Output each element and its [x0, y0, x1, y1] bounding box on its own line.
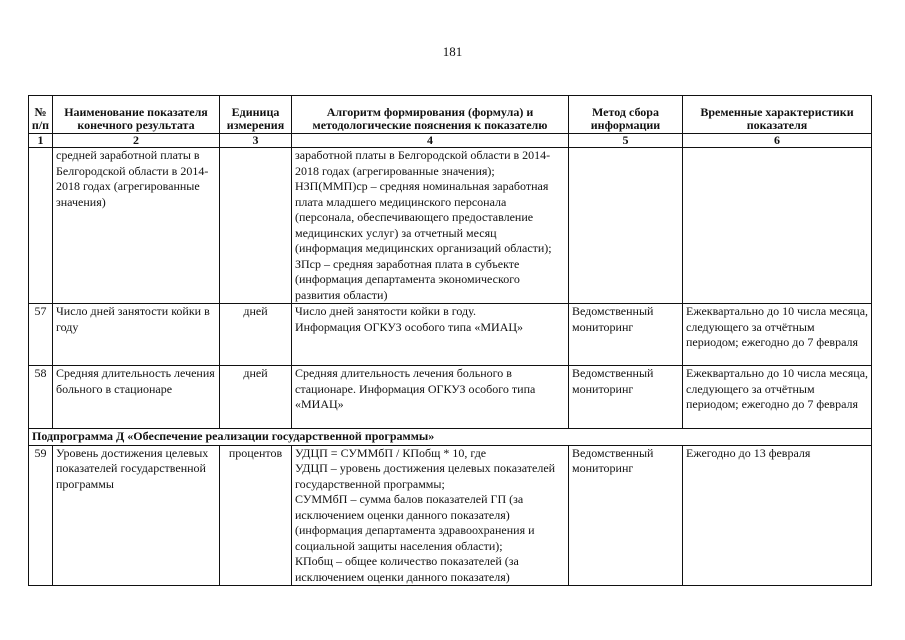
algorithm-line: заработной платы в Белгородской области в 2014-2018 годах (агрегированные значения);	[295, 148, 551, 178]
algorithm-line: КПобщ – общее количество показателей (за исключением оценки данного показателя)	[295, 554, 519, 584]
table-row	[29, 366, 872, 429]
section-title: Подпрограмма Д «Обеспечение реализации государственной программы»	[29, 429, 872, 446]
row-number: 58	[29, 366, 53, 429]
indicator-algorithm	[292, 445, 569, 586]
column-number: 1	[29, 134, 53, 148]
indicator-name: средней заработной платы в Белгородской области в 2014-2018 годах (агрегированные значения)	[53, 148, 220, 304]
header-method: Метод сбора информации	[569, 96, 683, 134]
collection-method: Ведомственный мониторинг	[569, 445, 683, 586]
row-number	[29, 148, 53, 304]
header-unit: Единица измерения	[220, 96, 292, 134]
algorithm-line: СУММбП – сумма балов показателей ГП (за исключением оценки данного показателя) (информация департамента здравоохранения и социальной защиты населения области);	[295, 492, 535, 553]
indicator-unit	[220, 148, 292, 304]
column-number: 6	[683, 134, 872, 148]
column-number: 5	[569, 134, 683, 148]
algorithm-line: ЗПср – средняя заработная плата в субъекте (информация департамента экономического развития области)	[295, 256, 520, 302]
table-row	[29, 304, 872, 366]
time-characteristics: Ежегодно до 13 февраля	[683, 445, 872, 586]
indicator-algorithm	[292, 366, 569, 429]
row-number: 57	[29, 304, 53, 366]
header-name: Наименование показателя конечного результата	[53, 96, 220, 134]
time-characteristics: Ежеквартально до 10 числа месяца, следующего за отчётным периодом; ежегодно до 7 февраля	[683, 366, 872, 429]
collection-method	[569, 148, 683, 304]
indicator-name: Уровень достижения целевых показателей государственной программы	[53, 445, 220, 586]
indicators-table	[28, 95, 872, 586]
table-header-row	[29, 96, 872, 134]
table-row	[29, 148, 872, 304]
indicator-algorithm	[292, 148, 569, 304]
indicator-name: Число дней занятости койки в году	[53, 304, 220, 366]
indicator-unit: дней	[220, 304, 292, 366]
indicator-name: Средняя длительность лечения больного в стационаре	[53, 366, 220, 429]
section-row	[29, 429, 872, 446]
time-characteristics	[683, 148, 872, 304]
row-number: 59	[29, 445, 53, 586]
page-number: 181	[442, 44, 463, 59]
indicator-algorithm	[292, 304, 569, 366]
column-number: 2	[53, 134, 220, 148]
collection-method: Ведомственный мониторинг	[569, 304, 683, 366]
indicator-unit: дней	[220, 366, 292, 429]
algorithm-line: Число дней занятости койки в году.	[295, 304, 476, 318]
algorithm-line: УДЦП = СУММбП / КПобщ * 10, где	[295, 445, 487, 460]
column-number-row	[29, 134, 872, 148]
column-number: 3	[220, 134, 292, 148]
header-algorithm: Алгоритм формирования (формула) и методологические пояснения к показателю	[292, 96, 569, 134]
header-time: Временные характеристики показателя	[683, 96, 872, 134]
algorithm-line: Информация ОГКУЗ особого типа «МИАЦ»	[295, 319, 524, 334]
column-number: 4	[292, 134, 569, 148]
algorithm-line: Средняя длительность лечения больного в стационаре. Информация ОГКУЗ особого типа «МИАЦ»	[295, 366, 536, 411]
time-characteristics: Ежеквартально до 10 числа месяца, следующего за отчётным периодом; ежегодно до 7 февраля	[683, 304, 872, 366]
collection-method: Ведомственный мониторинг	[569, 366, 683, 429]
algorithm-line: НЗП(ММП)ср – средняя номинальная заработная плата младшего медицинского персонала (персонала, обеспечивающего предоставление медицинских услуг) за отчетный месяц (информация медицинских организаций области);	[295, 179, 552, 255]
algorithm-line: УДЦП – уровень достижения целевых показателей государственной программы;	[295, 461, 556, 491]
indicator-unit: процентов	[220, 445, 292, 586]
table-row	[29, 445, 872, 586]
header-num: № п/п	[29, 96, 53, 134]
